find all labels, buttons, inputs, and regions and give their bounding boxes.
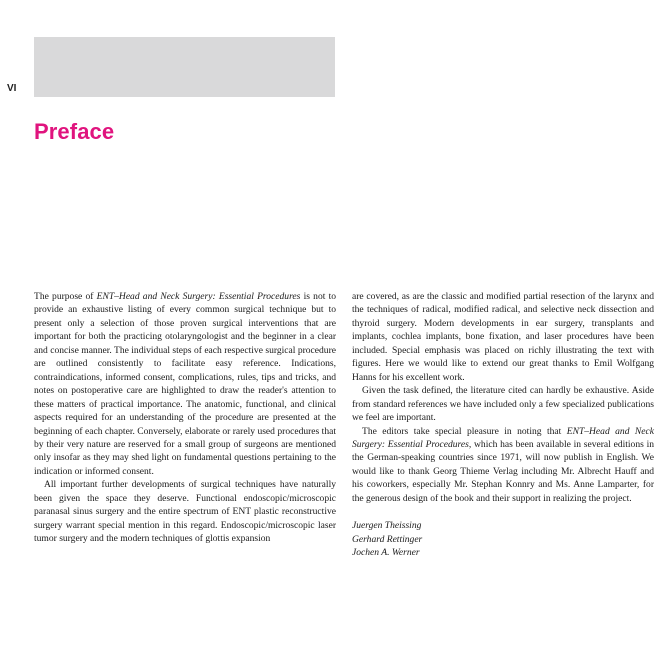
left-paragraph-1 xyxy=(34,290,336,478)
p1-body-text: is not to provide an exhaustive listing of every common surgical technique but to present only a selection of those proven surgical interventions that are important for both the practicing otolaryngologist and the beginner in a clear and concise manner. The individual steps of each respective surgical procedure are outlined consistently to facilitate easy reference. Indications, contraindications, informed consent, complications, rules, tips and tricks, and notes on postoperative care are highlighted to draw the reader's attention to these matters of practical importance. The anatomic, functional, and clinical aspects required for an understanding of the procedure are presented at the beginning of each chapter. Conversely, elaborate or rarely used procedures that by their very nature are reserved for a small group of surgeons are mentioned only insofar as they may shed light on fundamental questions pertaining to the indication or informed consent. xyxy=(34,291,336,477)
editor-name: Jochen A. Werner xyxy=(352,547,420,559)
right-paragraph-3 xyxy=(352,425,654,506)
page-title: Preface xyxy=(34,119,115,144)
right-column xyxy=(352,290,654,560)
book-title-reference: ENT–Head and Neck Surgery: Essential Procedures xyxy=(96,291,301,302)
left-paragraph-2: All important further developments of surgical techniques have naturally been given the space they deserve. Functional endoscopic/microscopic paranasal sinus surgery and the entire spectrum of ENT plastic reconstructive surgery warrant special mention in this regard. Endoscopic/microscopic laser tumor surgery and the modern techniques of glottis expansion xyxy=(34,479,336,545)
page-number: VI xyxy=(7,83,17,94)
p3-intro-text: The editors take special pleasure in noting that xyxy=(362,425,567,437)
editor-name: Juergen Theissing xyxy=(352,520,422,532)
book-title-reference: ENT–Head and Neck Surgery: Essential Procedures, xyxy=(352,425,655,450)
right-paragraph-2: Given the task defined, the literature cited can hardly be exhaustive. Aside from standard references we have included only a few specialized publications we feel are important. xyxy=(352,385,654,424)
header-bar xyxy=(34,37,335,97)
editor-signatures xyxy=(352,519,654,559)
editor-name: Gerhard Rettinger xyxy=(352,533,423,545)
p1-intro-text: The purpose of xyxy=(34,291,97,302)
p3-body-text: which has been available in several editions in the German-speaking countries since 1971, will now publish in English. We would like to thank Georg Thieme Verlag including Mr. Albrecht Hauff and his coworkers, especially Mr. Stephan Konnry and Ms. Anne Lamparter, for the generous design of the book and their support in realizing the project. xyxy=(352,438,654,504)
right-paragraph-1: are covered, as are the classic and modified partial resection of the larynx and the techniques of radical, modified radical, and selective neck dissection and thyroid surgery. Modern developments in ear surgery, transplants and implants, cochlea implants, bone fixation, and laser procedures have been included. Special emphasis was placed on richly illustrating the text with figures. Here we would like to extend our great thanks to Emil Wolfgang Hanns for his excellent work. xyxy=(352,291,654,383)
left-column xyxy=(34,290,336,546)
